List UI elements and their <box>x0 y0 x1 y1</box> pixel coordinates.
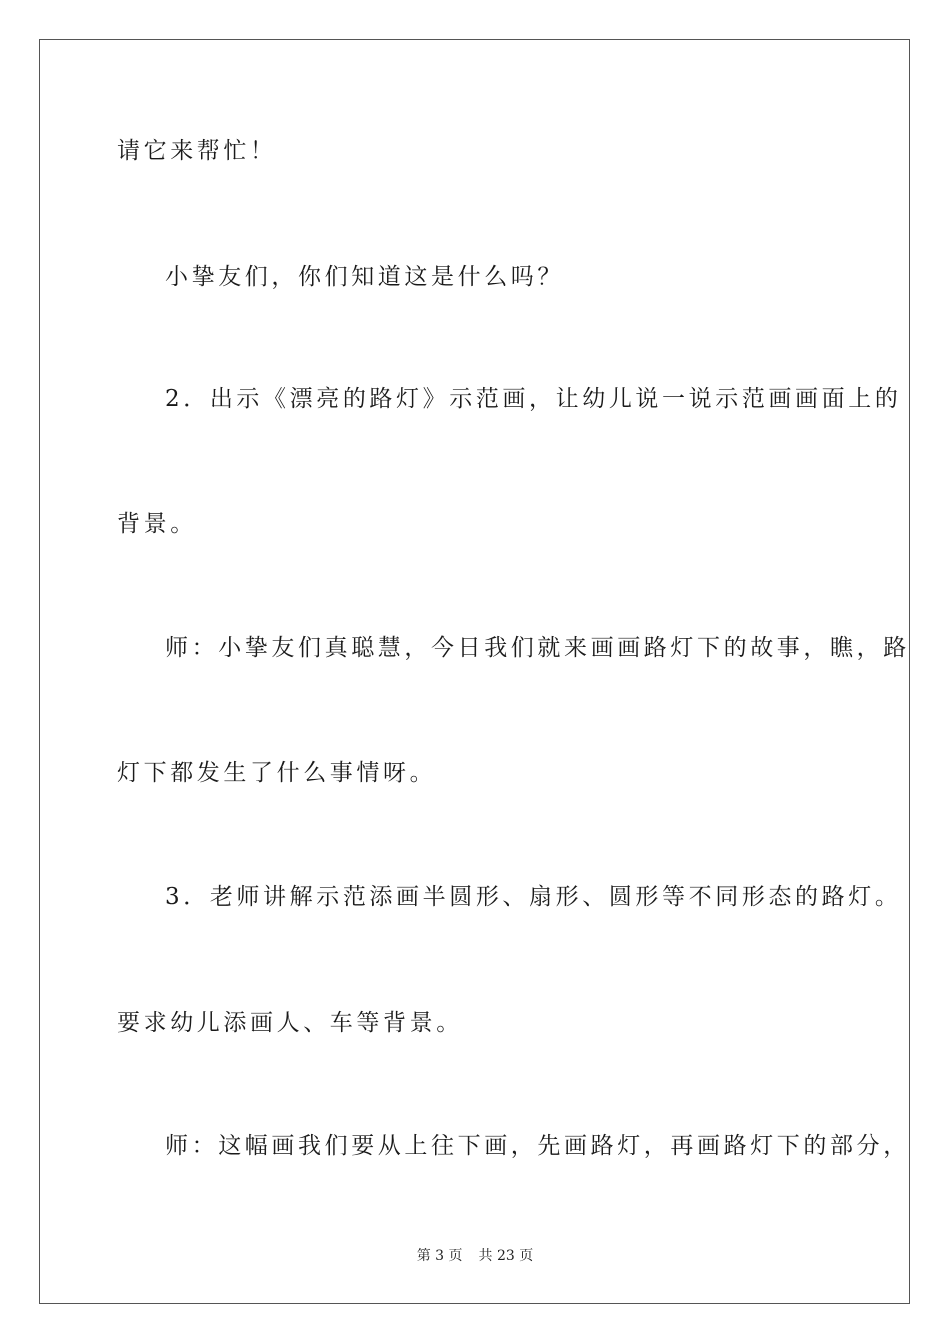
text-line-4: 背景。 <box>117 511 197 537</box>
text-line-8: 要求幼儿添画人、车等背景。 <box>117 1010 463 1036</box>
page-total: 共 23 页 <box>478 1248 534 1264</box>
text-line-7: 3．老师讲解示范添画半圆形、扇形、圆形等不同形态的路灯。 <box>165 884 902 910</box>
text-line-1: 请它来帮忙！ <box>117 138 277 164</box>
text-line-2: 小挚友们，你们知道这是什么吗？ <box>165 264 564 290</box>
text-line-6: 灯下都发生了什么事情呀。 <box>117 760 437 786</box>
text-line-5: 师：小挚友们真聪慧，今日我们就来画画路灯下的故事，瞧，路 <box>165 635 910 661</box>
text-line-3: 2．出示《漂亮的路灯》示范画，让幼儿说一说示范画画面上的 <box>165 386 902 412</box>
page-footer <box>0 1247 950 1265</box>
text-line-9: 师：这幅画我们要从上往下画，先画路灯，再画路灯下的部分， <box>165 1133 910 1159</box>
page-border <box>39 39 910 1304</box>
page-number: 第 3 页 <box>416 1248 463 1264</box>
